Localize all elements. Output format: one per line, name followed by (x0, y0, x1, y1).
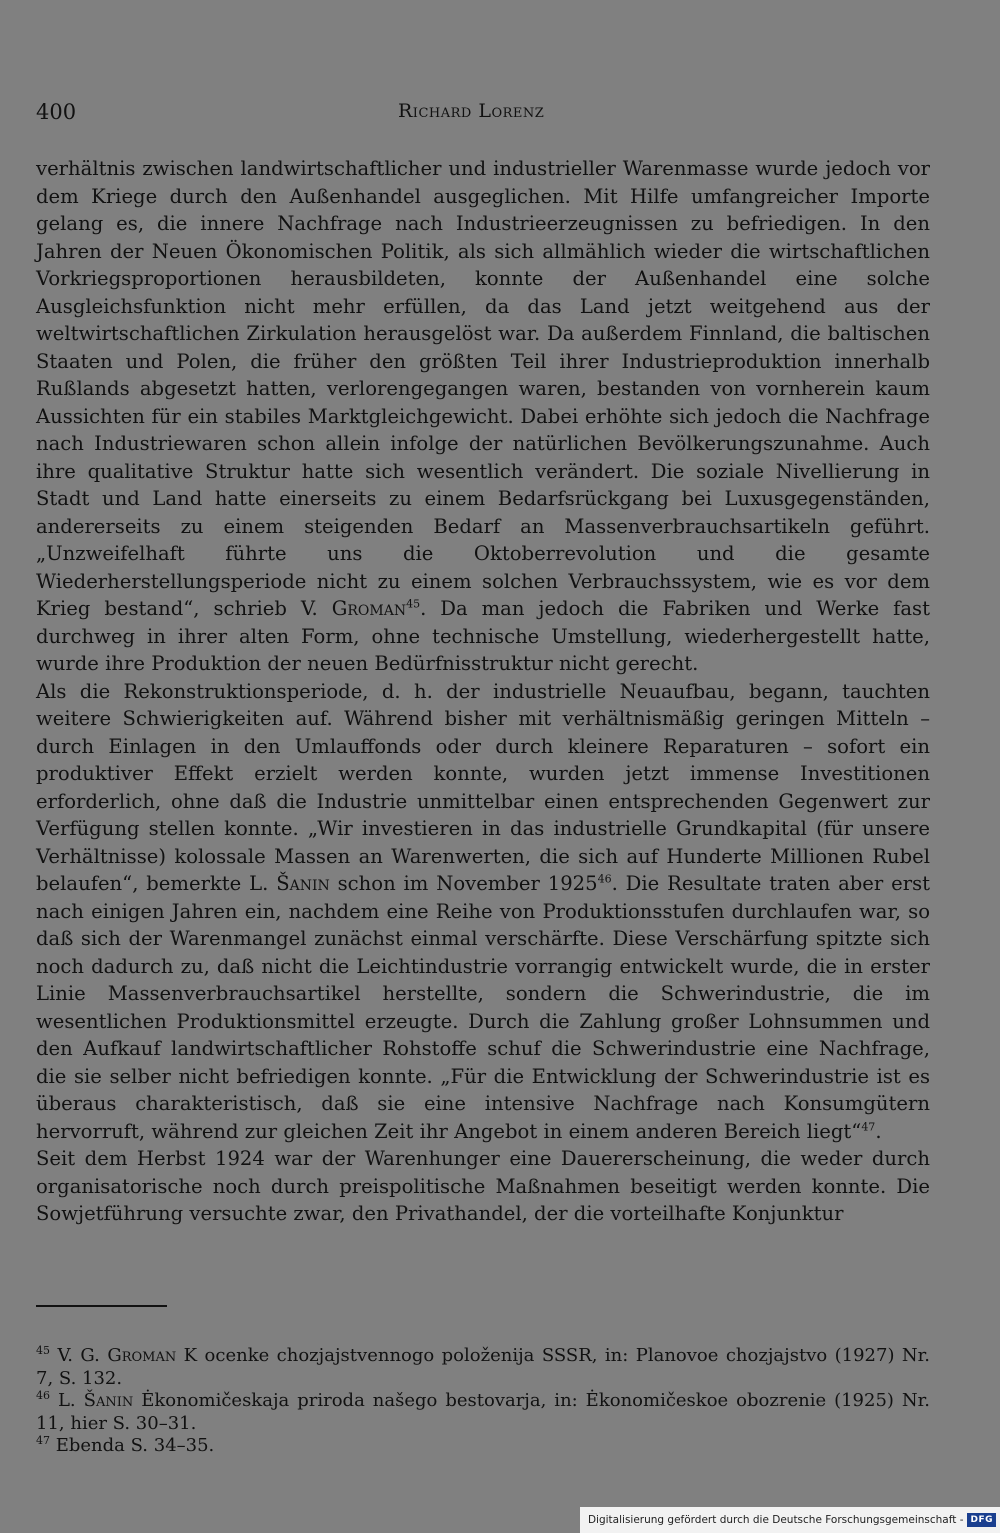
author-name-sanin: Šanin (276, 872, 330, 895)
paragraph-2-text-c: . Die Resultate traten aber erst nach einigen Jahren ein, nachdem eine Reihe von Produktionsstufen durchlaufen war, so daß sich der Warenmangel zunächst einmal verschärfte. Diese Verschärfung spitzte sich noch dadurch zu, daß nicht die Leichtindustrie vorrangig entwickelt wurde, die in erster Linie Massenverbrauchsartikel herstellte, sondern die Schwerindustrie, die im wesentlichen Produktionsmittel erzeugte. Durch die Zahlung großer Lohnsummen und den Aufkauf landwirtschaftlicher Rohstoffe schuf die Schwerindustrie eine Nachfrage, die sie selber nicht befriedigen konnte. „Für die Entwicklung der Schwerindustrie ist es überaus charakteristisch, daß sie eine intensive Nachfrage nach Konsumgütern hervorruft, während zur gleichen Zeit ihr Angebot in einem anderen Bereich liegt“ (36, 872, 930, 1143)
digitization-credit (580, 1507, 1000, 1533)
paragraph-1-text-a: verhältnis zwischen landwirtschaftlicher und industrieller Warenmasse wurde jedoch vor dem Kriege durch den Außenhandel ausgeglichen. Mit Hilfe umfangreicher Importe gelang es, die innere Nachfrage nach Industrieerzeugnissen zu befriedigen. In den Jahren der Neuen Ökonomischen Politik, als sich allmählich wieder die wirtschaftlichen Vorkriegsproportionen herausbildeten, konnte der Außenhandel eine solche Ausgleichsfunktion nicht mehr erfüllen, da das Land jetzt weitgehend aus der weltwirtschaftlichen Zirkulation herausgelöst war. Da außerdem Finnland, die baltischen Staaten und Polen, die früher den größten Teil ihrer Industrieproduktion innerhalb Rußlands abgesetzt hatten, verlorengegangen waren, bestanden von vornherein kaum Aussichten für ein stabiles Marktgleichgewicht. Dabei erhöhte sich jedoch die Nachfrage nach Industriewaren schon allein infolge der natürlichen Bevölkerungszunahme. Auch ihre qualitative Struktur hatte sich wesentlich verändert. Die soziale Nivellierung in Stadt und Land hatte einerseits zu einem Bedarfsrückgang bei Luxusgegenständen, andererseits zu einem steigenden Bedarf an Massenverbrauchsartikeln geführt. „Unzweifelhaft führte uns die Oktoberrevolution und die gesamte Wiederherstellungsperiode nicht zu einem solchen Verbrauchssystem, wie es vor dem Krieg bestand“, schrieb V. (36, 157, 930, 620)
body-text (36, 155, 930, 1228)
paragraph-2-text-b: schon im November 1925 (329, 872, 598, 895)
running-head: Richard Lorenz (398, 100, 545, 122)
footnote-text: Ėkonomičeskaja priroda našego bestovarja, in: Ėkonomičeskoe obozrenie (1925) Nr. 11, hier S. 30–31. (36, 1390, 930, 1434)
footnote-45 (36, 1345, 930, 1390)
paragraph-1 (36, 155, 930, 678)
footnote-number: 46 (36, 1389, 50, 1402)
paragraph-2-text-a: Als die Rekonstruktionsperiode, d. h. der industrielle Neuaufbau, begann, tauchten weitere Schwierigkeiten auf. Während bisher mit verhältnismäßig geringen Mitteln – durch Einlagen in den Umlauffonds oder durch kleinere Reparaturen – sofort ein produktiver Effekt erzielt werden konnte, wurden jetzt immense Investitionen erforderlich, ohne daß die Industrie unmittelbar einen entsprechenden Gegenwert zur Verfügung stellen konnte. „Wir investieren in das industrielle Grundkapital (für unsere Verhältnisse) kolossale Massen an Warenwerten, die sich auf Hunderte Millionen Rubel belaufen“, bemerkte L. (36, 679, 930, 895)
footnote-ref-47[interactable]: 47 (861, 1119, 876, 1133)
footnote-number: 45 (36, 1344, 50, 1357)
footnote-46 (36, 1390, 930, 1435)
paragraph-3: Seit dem Herbst 1924 war der Warenhunger eine Dauererscheinung, die weder durch organisatorische noch durch preispolitische Maßnahmen beseitigt werden konnte. Die Sowjetführung versuchte zwar, den Privathandel, der die vorteilhafte Konjunktur (36, 1147, 930, 1225)
footnotes (36, 1345, 930, 1458)
footnote-author: Šanin (83, 1390, 134, 1411)
footnote-prefix: V. G. (57, 1345, 108, 1366)
page-number: 400 (36, 100, 77, 124)
paragraph-2-text-d: . (875, 1119, 882, 1143)
dfg-logo[interactable]: DFG (967, 1513, 996, 1527)
footnote-author: Groman (107, 1345, 177, 1366)
paragraph-1-text-b: . Da man jedoch die Fabriken und Werke fast durchweg in ihrer alten Form, ohne technische Umstellung, wiederhergestellt hatte, wurde ihre Produktion der neuen Bedürfnisstruktur nicht gerecht. (36, 597, 930, 675)
footnote-number: 47 (36, 1434, 50, 1447)
footnote-prefix: L. (57, 1390, 84, 1411)
paragraph-2 (36, 678, 930, 1146)
footnote-text: Ebenda S. 34–35. (55, 1435, 215, 1456)
footnote-ref-45[interactable]: 45 (406, 597, 421, 611)
footnote-text: K ocenke chozjajstvennogo položenija SSSR, in: Planovoe chozjajstvo (1927) Nr. 7, S. 132. (36, 1345, 930, 1389)
author-name-groman: Groman (331, 597, 407, 620)
footnote-47 (36, 1435, 930, 1458)
footnote-divider (36, 1305, 167, 1307)
footnote-ref-46[interactable]: 46 (597, 872, 612, 886)
credit-text: Digitalisierung gefördert durch die Deutsche Forschungsgemeinschaft - (587, 1514, 964, 1526)
